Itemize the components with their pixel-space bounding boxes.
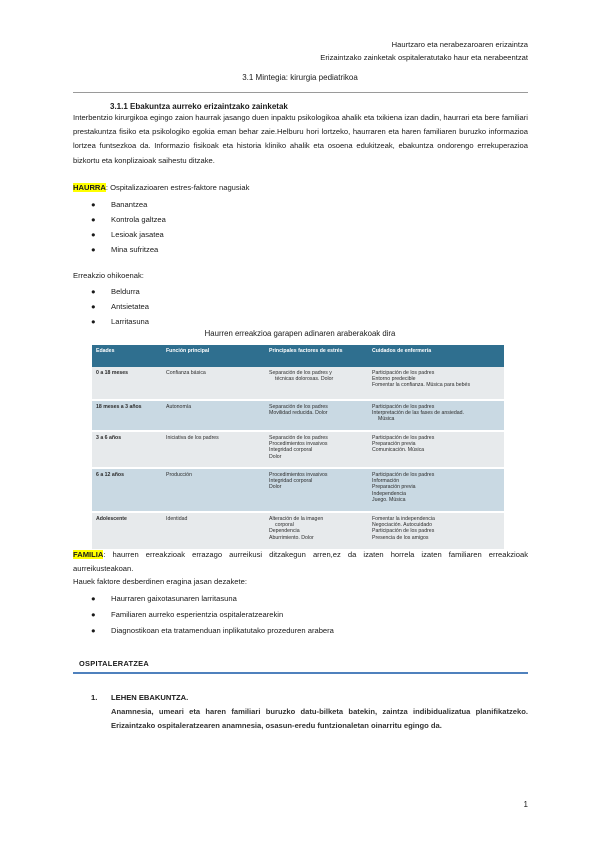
table-cell: Separación de los padres y técnicas dolorosas. Dolor — [265, 367, 368, 400]
list-item: ● Diagnostikoan eta tratamenduan inplikatutako prozeduren arabera — [91, 626, 334, 635]
section-divider — [73, 92, 528, 93]
header-course-title: Haurtzaro eta nerabezaroaren erizaintza — [391, 40, 528, 49]
list-item: ● Kontrola galtzea — [91, 215, 166, 224]
bullet-icon: ● — [91, 245, 96, 254]
list-item: ● Familiaren aurreko esperientzia ospitaleratzearekin — [91, 610, 284, 619]
table-cell: Iniciativa de los padres — [162, 431, 265, 468]
section-title: 3.1 Mintegia: kirurgia pediatrikoa — [242, 73, 358, 82]
bullet-icon: ● — [91, 200, 96, 209]
bullet-icon: ● — [91, 594, 96, 603]
table-cell: Autonomía — [162, 400, 265, 431]
table-row — [92, 400, 504, 431]
column-header: Función principal — [162, 345, 265, 367]
bullet-icon: ● — [91, 287, 96, 296]
list-item: ● Banantzea — [91, 200, 148, 209]
step-number: 1. — [91, 693, 98, 702]
table-row — [92, 431, 504, 468]
table-cell: Adolescente — [92, 512, 162, 550]
table-cell: Separación de los padres Procedimientos invasivos Integridad corporal Dolor — [265, 431, 368, 468]
heading-underline — [73, 672, 528, 674]
step-text: Anamnesia, umeari eta haren familiari buruzko datu-bilketa batekin, zaintza indibidualizatua planifikatzeko. Erizaintzako ospitaleratzearen anamnesia, osasun-eredu funtzionaletan oinarritu egingo da. — [111, 707, 528, 731]
familia-text: : haurren erreakzioak errazago aurreikusi ditzakegun arren,ez da izaten horrela izaten familiaren erreakzioak aurreikusteakoan. — [73, 550, 528, 574]
list-item: ● Larritasuna — [91, 317, 149, 326]
haurra-highlight: HAURRA — [73, 183, 106, 192]
table-cell: 18 meses a 3 años — [92, 400, 162, 431]
table-cell: Participación de los padres Información Preparación previa Independencia Juego. Música — [368, 468, 504, 512]
table-cell: 3 a 6 años — [92, 431, 162, 468]
table-caption: Haurren erreakzioa garapen adinaren araberakoak dira — [204, 329, 396, 338]
haurra-text: : Ospitalizazioaren estres-faktore nagusiak — [105, 183, 250, 192]
bullet-icon: ● — [91, 230, 96, 239]
table-cell: Confianza básica — [162, 367, 265, 400]
table-row — [92, 367, 504, 400]
list-item: ● Lesioak jasatea — [91, 230, 164, 239]
table-header-row — [92, 345, 504, 367]
age-reactions-table — [92, 345, 504, 551]
reactions-heading: Erreakzio ohikoenak: — [73, 271, 144, 280]
bullet-icon: ● — [91, 626, 96, 635]
familia-highlight: FAMILIA — [73, 550, 104, 559]
table-row — [92, 468, 504, 512]
bullet-icon: ● — [91, 302, 96, 311]
list-item: ● Mina sufritzea — [91, 245, 159, 254]
table-cell: 6 a 12 años — [92, 468, 162, 512]
table-cell: Separación de los padres Movilidad reducida. Dolor — [265, 400, 368, 431]
column-header: Edades — [92, 345, 162, 367]
column-header: Principales factores de estrés — [265, 345, 368, 367]
table-cell: Fomentar la independencia Negociación. Autocuidado Participación de los padres Presencia de los amigos — [368, 512, 504, 550]
familia-paragraph — [73, 548, 528, 576]
bullet-icon: ● — [91, 215, 96, 224]
step-title: LEHEN EBAKUNTZA. — [111, 693, 189, 702]
table-cell: Participación de los padres Preparación previa Comunicación. Música — [368, 431, 504, 468]
hospitalization-heading: OSPITALERATZEA — [79, 659, 150, 668]
page-number: 1 — [523, 800, 528, 809]
column-header: Cuidados de enfermería — [368, 345, 504, 367]
intro-paragraph: Interbentzio kirurgikoa egingo zaion haurrak jasango duen inpaktu psikologikoa ahalik eta txikiena izan dadin, haurrari eta bere familiari prestakuntza fisiko eta psikologiko egokia eman behar zaie.Helburu hori lortzeko, haurraren eta haren familiaren buruzko informazioa lortzea funtsezkoa da. Informazio fisikoak eta historia kliniko ahalik eta osoena edukitzeak, ebakuntza ondorengo errekuperazioa bizkortu eta konplizaioak saihestu ditzake. — [73, 113, 528, 165]
table-cell: 0 a 18 meses — [92, 367, 162, 400]
table-cell: Alteración de la imagen corporal Dependencia Aburrimiento. Dolor — [265, 512, 368, 550]
subsection-title: 3.1.1 Ebakuntza aurreko erizaintzako zainketak — [110, 102, 288, 111]
table-cell: Participación de los padres Interpretación de las fases de ansiedad. Música — [368, 400, 504, 431]
table-cell: Producción — [162, 468, 265, 512]
table-cell: Identidad — [162, 512, 265, 550]
bullet-icon: ● — [91, 317, 96, 326]
list-item: ● Beldurra — [91, 287, 140, 296]
table-cell: Procedimientos invasivos Integridad corporal Dolor — [265, 468, 368, 512]
table-row — [92, 512, 504, 550]
list-item: ● Antsietatea — [91, 302, 149, 311]
haurra-line — [73, 183, 249, 192]
bullet-icon: ● — [91, 610, 96, 619]
factors-heading: Hauek faktore desberdinen eragina jasan dezakete: — [73, 577, 247, 586]
list-item: ● Haurraren gaixotasunaren larritasuna — [91, 594, 237, 603]
header-unit-title: Erizaintzako zainketak ospitaleratutako haur eta nerabeentzat — [320, 53, 528, 62]
table-cell: Participación de los padres Entorno predecible Fomentar la confianza. Música para bebés — [368, 367, 504, 400]
